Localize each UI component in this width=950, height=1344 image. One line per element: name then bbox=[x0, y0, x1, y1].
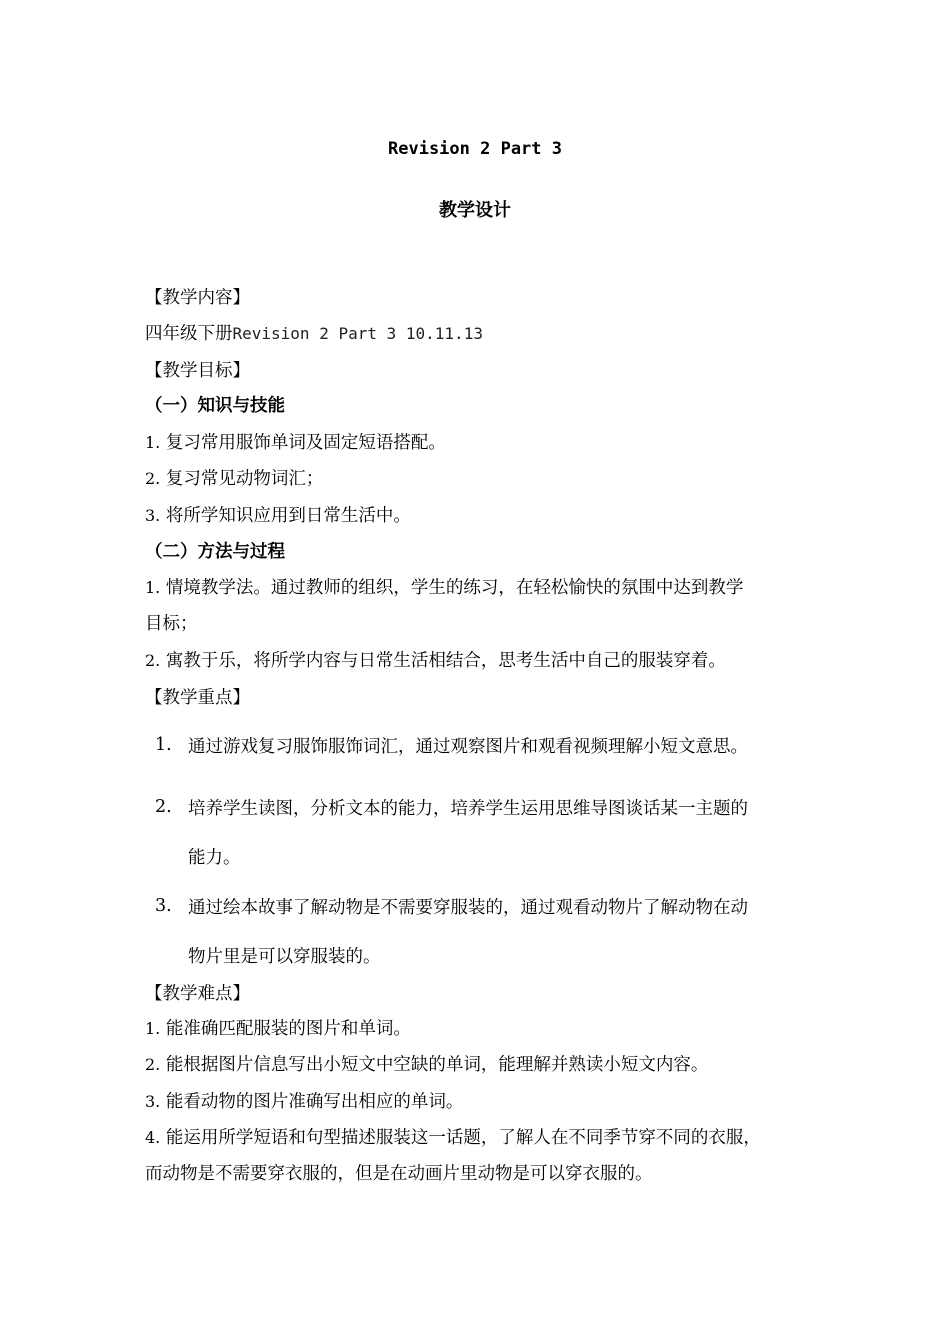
section-head-goals: 【教学目标】 bbox=[145, 361, 250, 381]
section-head-key: 【教学重点】 bbox=[145, 688, 250, 708]
section-head-content: 【教学内容】 bbox=[145, 288, 250, 308]
list-item: 3. 能看动物的图片准确写出相应的单词。 bbox=[145, 1092, 464, 1112]
list-item-continuation: 而动物是不需要穿衣服的，但是在动画片里动物是可以穿衣服的。 bbox=[145, 1164, 653, 1184]
key-item-number: 1. bbox=[155, 735, 172, 755]
list-item: 1. 情境教学法。通过教师的组织，学生的练习，在轻松愉快的氛围中达到教学 bbox=[145, 578, 744, 598]
section-head-difficulty: 【教学难点】 bbox=[145, 984, 250, 1004]
content-text-cn: 四年级下册 bbox=[145, 324, 233, 344]
key-item-text: 培养学生读图，分析文本的能力，培养学生运用思维导图谈话某一主题的 bbox=[188, 799, 748, 819]
list-item-continuation: 目标； bbox=[145, 614, 198, 634]
key-item-continuation: 物片里是可以穿服装的。 bbox=[188, 947, 381, 967]
list-item: 3. 将所学知识应用到日常生活中。 bbox=[145, 506, 411, 526]
goal1-heading: （一）知识与技能 bbox=[145, 396, 285, 416]
key-item-continuation: 能力。 bbox=[188, 848, 241, 868]
list-item: 1. 复习常用服饰单词及固定短语搭配。 bbox=[145, 433, 446, 453]
list-item: 1. 能准确匹配服装的图片和单词。 bbox=[145, 1019, 411, 1039]
list-item: 4. 能运用所学短语和句型描述服装这一话题，了解人在不同季节穿不同的衣服， bbox=[145, 1128, 761, 1148]
content-text-en: Revision 2 Part 3 10.11.13 bbox=[232, 324, 483, 343]
key-item-number: 2. bbox=[155, 797, 172, 817]
list-item: 2. 寓教于乐，将所学内容与日常生活相结合，思考生活中自己的服装穿着。 bbox=[145, 651, 726, 671]
document-title: Revision 2 Part 3 bbox=[388, 139, 562, 159]
content-line bbox=[145, 322, 483, 346]
key-item-text: 通过绘本故事了解动物是不需要穿服装的，通过观看动物片了解动物在动 bbox=[188, 898, 748, 918]
list-item: 2. 复习常见动物词汇； bbox=[145, 469, 324, 489]
goal2-heading: （二）方法与过程 bbox=[145, 542, 285, 562]
document-subtitle: 教学设计 bbox=[439, 200, 511, 221]
key-item-number: 3. bbox=[155, 896, 172, 916]
list-item: 2. 能根据图片信息写出小短文中空缺的单词，能理解并熟读小短文内容。 bbox=[145, 1055, 709, 1075]
key-item-text: 通过游戏复习服饰服饰词汇，通过观察图片和观看视频理解小短文意思。 bbox=[188, 737, 748, 757]
